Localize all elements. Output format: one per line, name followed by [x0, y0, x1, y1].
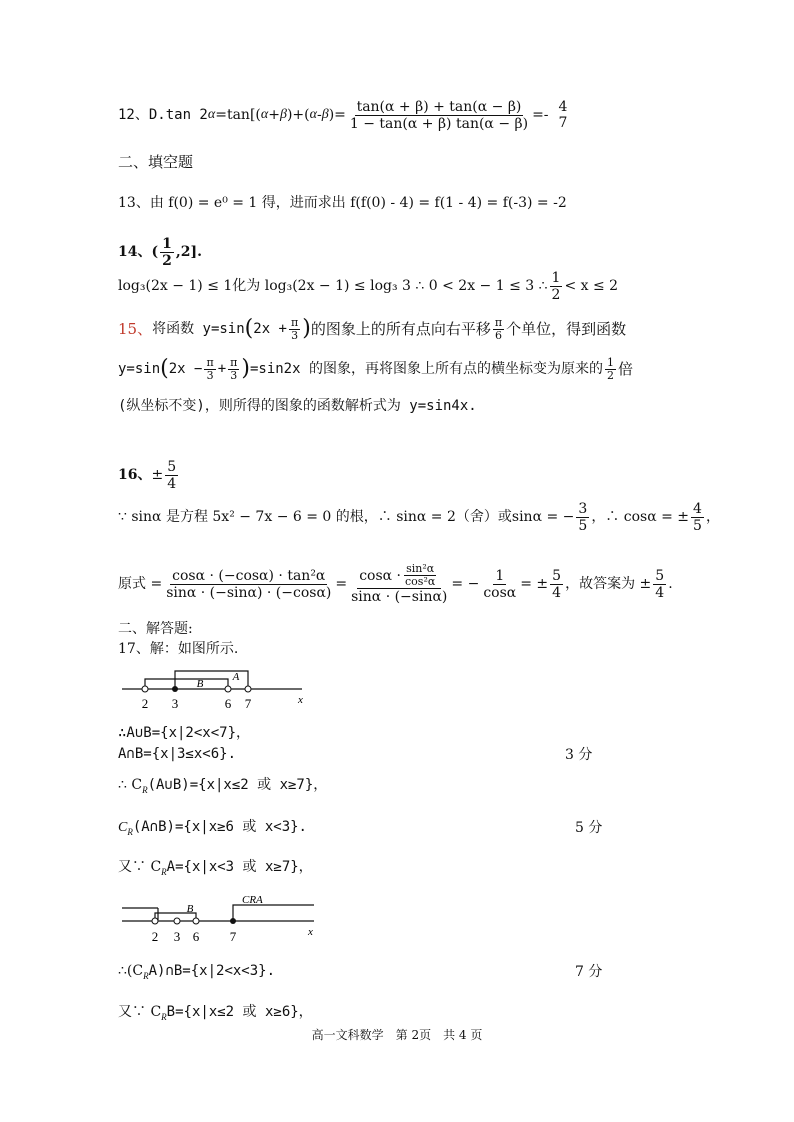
text: ∴ C: [118, 777, 143, 793]
q16-answer-frac: [165, 459, 178, 492]
q17-title: 17、解：如图所示.: [118, 641, 239, 657]
open-point-7: [245, 686, 251, 692]
frac-num: 1: [495, 567, 505, 584]
q15-l2-arg2: +: [217, 361, 227, 377]
q15-line3: (纵坐标不变)，则所得的图象的函数解析式为 y=sin4x.: [118, 398, 477, 414]
q12-result-sign: =-: [532, 107, 549, 123]
q15-l1c: 个单位，得到函数: [506, 320, 627, 338]
three-den: 3: [230, 368, 238, 382]
q15-l2c: 倍: [617, 360, 633, 378]
score-3: 3 分: [565, 747, 593, 763]
number-line-figure-2: [118, 893, 318, 943]
inner-num: sin²α: [406, 562, 435, 575]
section-fill-title: 二、填空题: [118, 153, 194, 171]
inner-frac: [403, 563, 437, 588]
frac-den: sinα · (−sinα) · (−cosα): [166, 584, 332, 601]
q15-l1-arg: 2x +: [253, 321, 287, 337]
q14-answer: [118, 232, 202, 272]
q16-l2c: .: [668, 576, 673, 592]
q14-close: ,2].: [175, 244, 202, 260]
six-den: 6: [494, 328, 502, 342]
q12-eq2: )=: [328, 107, 346, 123]
q16-l1a: ∵ sinα 是方程 5x² − 7x − 6 = 0 的根，∴ sinα = 2（舍）或sinα = −: [118, 509, 575, 525]
q16-eq3: = ±: [520, 576, 549, 592]
q15-pi-over-3: [289, 317, 300, 342]
q12-minus: -: [316, 107, 322, 123]
q12-result: [557, 99, 570, 131]
label-b: B: [196, 678, 204, 690]
page-footer: 高一文科数学 第 2页 共 4 页: [311, 1028, 483, 1042]
label-b: B: [186, 903, 194, 915]
sub-r: R: [161, 866, 167, 877]
q16-l1b: ，∴ cosα = ±: [591, 509, 690, 525]
q15-l1b: 的图象上的所有点向右平移: [310, 320, 491, 338]
frac-den: 4: [655, 584, 665, 601]
q14-line-a: log₃(2x − 1) ≤ 1化为 log₃(2x − 1) ≤ log₃ 3 ∴ 0 < 2x − 1 ≤ 3 ∴: [118, 278, 548, 294]
q16-eq: =: [335, 576, 348, 592]
frac-den: 4: [552, 584, 562, 601]
q13-line: 13、由 f(0) = e⁰ = 1 得，进而求出 f(f(0) - 4) = f(1 - 4) = f(-3) = -2: [118, 195, 567, 211]
q17-complement-a-cap-b: [118, 961, 275, 986]
half-den: 2: [606, 368, 614, 382]
closed-point-7: [230, 918, 236, 924]
q15-pi-over-3-a: [204, 357, 215, 382]
tick-6: 6: [224, 696, 232, 710]
alpha-symbol: α: [260, 107, 269, 122]
text: 又∵ C: [118, 1004, 162, 1020]
q15-l1a: 将函数 y=sin: [152, 321, 245, 337]
text: 又∵ C: [118, 859, 162, 875]
q15-line1: [118, 312, 626, 346]
frac-num: cosα · (−cosα) · tan²α: [172, 567, 326, 584]
q17-complement-b: [118, 1002, 313, 1027]
three-den: 3: [206, 368, 214, 382]
axis-x-label: x: [308, 926, 313, 938]
pi-num: π: [230, 355, 238, 369]
sub-r: R: [142, 784, 148, 795]
tick-2: 2: [141, 696, 149, 710]
q12-join: )+(: [286, 107, 310, 123]
inner-den: cos²α: [405, 575, 436, 588]
q16-ans-den: 4: [167, 475, 177, 492]
paren-left: (: [160, 356, 169, 381]
pi-num: π: [494, 315, 503, 329]
q16-frac-1-cos: [481, 568, 518, 601]
open-point-2: [152, 918, 158, 924]
open-point-2: [142, 686, 148, 692]
q12-line: [118, 95, 571, 135]
compound-prefix: cosα ·: [359, 567, 402, 584]
q16-l2a: 原式 =: [118, 576, 163, 592]
q16-frac-compound: [349, 563, 449, 605]
pi-num: π: [206, 355, 214, 369]
q16-l2b: ，故答案为 ±: [565, 576, 652, 592]
axis-x-label: x: [298, 694, 303, 706]
q15-label: 15、: [118, 320, 153, 338]
q16-answer: [118, 455, 180, 495]
text: ∴(C: [118, 963, 144, 979]
alpha-symbol: α: [309, 107, 317, 122]
beta-symbol: β: [321, 107, 329, 122]
half-num: 1: [606, 355, 614, 369]
q12-result-num: 4: [558, 99, 568, 115]
q15-l2b: =sin2x 的图象，再将图象上所有点的横坐标变为原来的: [249, 361, 603, 377]
q14-open: (: [151, 244, 159, 260]
q12-eq1: =tan[(: [215, 107, 261, 123]
label-a: A: [232, 671, 240, 683]
paren-left: (: [244, 316, 254, 341]
pi-num: π: [290, 315, 299, 329]
q16-line2: [118, 556, 673, 612]
text: B={x|x≤2 或 x≥6}，: [166, 1004, 313, 1020]
q16-frac-4-5: [691, 501, 704, 534]
label-cra: CRA: [242, 894, 263, 906]
frac-num: 5: [655, 567, 665, 584]
text: A={x|x<3 或 x≥7}，: [166, 859, 313, 875]
q14-line-half-num: 1: [551, 269, 561, 286]
q12-numerator: tan(α + β) + tan(α − β): [356, 98, 522, 115]
frac-num: 5: [552, 567, 562, 584]
three-den: 3: [291, 328, 299, 342]
q15-pi-over-3-b: [228, 357, 239, 382]
frac-num: 4: [693, 500, 702, 517]
q15-pi-over-6: [493, 317, 504, 342]
q14-half-num: 1: [162, 235, 172, 252]
q16-l1c: ，: [705, 509, 720, 525]
closed-point-3: [172, 686, 178, 692]
q14-line-half: [550, 270, 563, 303]
text: A)∩B={x|2<x<3}.: [148, 963, 276, 979]
tick-3: 3: [173, 929, 181, 943]
tick-3: 3: [171, 696, 179, 710]
set-b-bracket: [145, 679, 228, 689]
section-solve-title: 二、解答题:: [118, 621, 193, 637]
q15-half: [605, 357, 616, 382]
q16-label: 16、: [118, 467, 152, 483]
q14-half: [160, 236, 174, 269]
tick-7: 7: [229, 929, 237, 943]
paren-right: ): [302, 316, 311, 341]
frac-den: 5: [693, 517, 702, 534]
sub-r: R: [143, 970, 149, 981]
frac-num: 3: [578, 500, 588, 517]
q16-line1: [118, 497, 720, 537]
q16-eq2: = −: [451, 576, 480, 592]
tick-2: 2: [151, 929, 159, 943]
q16-frac-5-4-a: [550, 568, 563, 601]
open-point-6: [225, 686, 231, 692]
q17-complement-intersection: [118, 817, 307, 842]
text: (A∪B)={x|x≤2 或 x≥7}，: [147, 777, 328, 793]
sub-r: R: [127, 826, 133, 837]
q12-prefix: 12、D.tan 2: [118, 107, 208, 123]
beta-symbol: β: [279, 107, 287, 122]
q12-result-den: 7: [558, 115, 568, 131]
q15-line2: [118, 352, 633, 386]
q14-line-half-den: 2: [551, 286, 561, 303]
q16-frac-5-4-b: [653, 568, 666, 601]
q12-plus: +: [268, 107, 280, 123]
text: (A∩B)={x|x≥6 或 x<3}.: [132, 819, 307, 835]
score-7: 7 分: [575, 964, 603, 980]
q14-derivation: [118, 268, 618, 304]
q16-frac-3-5: [576, 501, 589, 534]
text: C: [118, 820, 128, 835]
q14-label: 14、: [118, 244, 152, 260]
tick-7: 7: [244, 696, 252, 710]
tick-6: 6: [192, 929, 200, 943]
open-point-6: [193, 918, 199, 924]
q12-fraction: [348, 99, 530, 132]
paren-right: ): [241, 356, 250, 381]
q12-denominator: 1 − tan(α + β) tan(α − β): [349, 115, 529, 132]
q14-half-den: 2: [162, 252, 172, 269]
sub-r: R: [161, 1011, 167, 1022]
q16-pm: ±: [151, 467, 164, 483]
number-line-figure-1: [118, 666, 318, 710]
q17-union: ∴A∪B={x|2<x<7}，: [118, 725, 251, 741]
q17-complement-union: [118, 775, 327, 800]
frac-den: 5: [578, 517, 588, 534]
q14-line-b: < x ≤ 2: [564, 278, 619, 294]
compound-num: [357, 563, 441, 589]
alpha-symbol: α: [207, 107, 216, 122]
q15-l2a: y=sin: [118, 361, 161, 377]
q17-intersection: A∩B={x|3≤x<6}.: [118, 746, 237, 762]
score-5: 5 分: [575, 820, 603, 836]
q15-l2-arg1: 2x −: [168, 361, 203, 377]
frac-den: sinα · (−sinα): [351, 589, 448, 605]
open-point-3: [174, 918, 180, 924]
ray-right-cra: [233, 905, 314, 921]
q16-ans-num: 5: [167, 458, 177, 475]
q17-complement-a: [118, 857, 313, 882]
frac-den: cosα: [483, 584, 517, 601]
q16-frac-main: [164, 568, 333, 601]
